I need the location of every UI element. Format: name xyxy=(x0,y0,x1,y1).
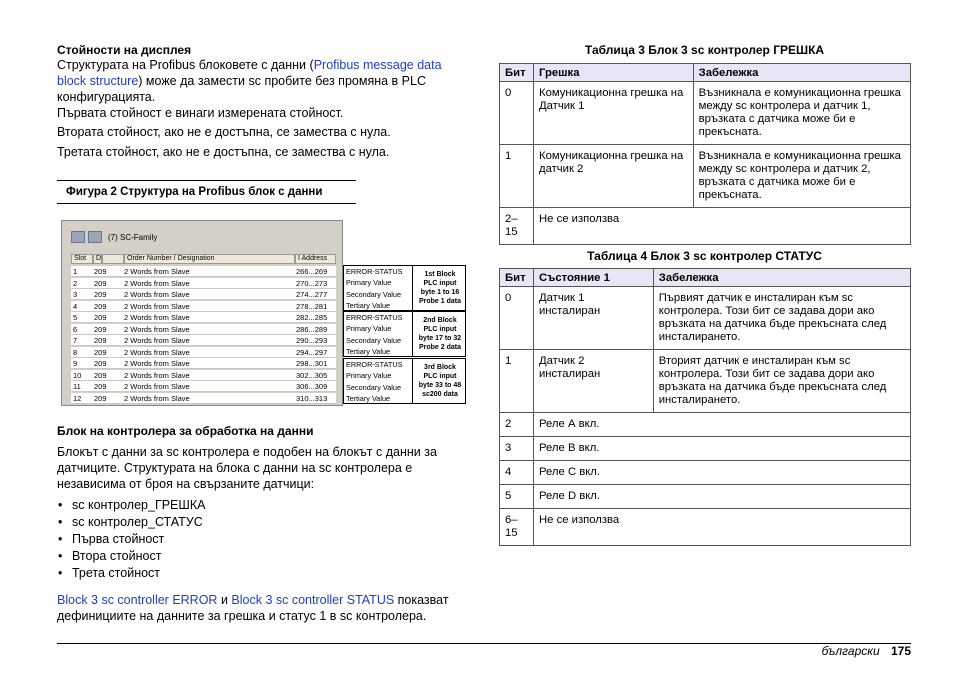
cell-error: Комуникационна грешка на Датчик 1 xyxy=(533,82,693,145)
cell-d: 209 xyxy=(94,267,107,276)
cell-error: Не се използва xyxy=(533,208,910,245)
group-block-text: byte 1 to 16 xyxy=(420,289,460,296)
cell-addr: 274...277 xyxy=(296,290,328,299)
cell-bit: 4 xyxy=(500,461,534,485)
footer-language: български xyxy=(821,644,880,658)
group-label: ERROR-STATUS xyxy=(346,360,403,369)
group-block-text: 3rd Block xyxy=(424,364,456,371)
final-text-post: показват дефинициите на данните за грешка и статус 1 в sc контролера. xyxy=(57,593,449,623)
group-block-text: PLC input xyxy=(423,373,457,380)
col-d: D xyxy=(93,254,102,264)
screenshot-row xyxy=(71,324,336,335)
cell-bit: 2–15 xyxy=(500,208,534,245)
group-divider xyxy=(412,359,413,403)
cell-slot: 7 xyxy=(73,336,78,345)
group-block-text: Probe 1 data xyxy=(418,298,461,305)
col-slot: Slot xyxy=(71,254,93,264)
cell-state: Датчик 1 инсталиран xyxy=(533,287,653,350)
page-number: 175 xyxy=(890,644,911,658)
probe-block-group xyxy=(343,265,466,311)
cell-state: Не се използва xyxy=(533,509,910,546)
cell-addr: 282...285 xyxy=(296,313,328,322)
cell-order: 2 Words from Slave xyxy=(124,278,190,288)
col-order: Order Number / Designation xyxy=(124,254,295,264)
table4-header-state: Състояние 1 xyxy=(533,269,653,287)
group-label: Primary Value xyxy=(346,324,392,334)
profibus-config-screenshot xyxy=(61,220,343,406)
screenshot-row xyxy=(71,289,336,300)
cell-error: Комуникационна грешка на датчик 2 xyxy=(533,145,693,208)
group-label: Primary Value xyxy=(346,371,392,381)
screenshot-row xyxy=(71,266,336,277)
cell-slot: 12 xyxy=(73,393,82,403)
cell-bit: 3 xyxy=(500,437,534,461)
table4 xyxy=(499,268,911,546)
cell-slot: 4 xyxy=(73,301,78,311)
cell-order: 2 Words from Slave xyxy=(124,393,190,403)
col-icon xyxy=(102,254,124,264)
cell-slot: 1 xyxy=(73,267,78,276)
cell-bit: 0 xyxy=(500,287,534,350)
group-label: Primary Value xyxy=(346,278,392,288)
cell-d: 209 xyxy=(94,347,107,357)
screenshot-title: (7) SC-Family xyxy=(108,233,158,242)
block3-status-link[interactable]: Block 3 sc controller STATUS xyxy=(231,593,395,607)
cell-slot: 11 xyxy=(73,382,81,391)
cell-order: 2 Words from Slave xyxy=(124,382,190,391)
paragraph-second-value: Втората стойност, ако не е достъпна, се замества с нула. xyxy=(57,125,391,139)
table4-header-bit: Бит xyxy=(500,269,534,287)
col-iaddr: I Address xyxy=(295,254,336,264)
cell-note: Вторият датчик е инсталиран към sc контролера. Този бит се задава дори ако връзката на датчика бъде прекъсната след инсталирането. xyxy=(653,350,910,413)
table-row xyxy=(500,461,911,485)
screenshot-toolbar xyxy=(62,221,342,253)
cell-slot: 2 xyxy=(73,278,78,288)
cell-order: 2 Words from Slave xyxy=(124,290,190,299)
table4-caption: Таблица 4 Блок 3 sc контролер СТАТУС xyxy=(587,249,822,263)
controller-final-text xyxy=(57,592,467,624)
cell-slot: 3 xyxy=(73,290,78,299)
cell-addr: 270...273 xyxy=(296,278,328,288)
paragraph-first-value: Първата стойност е винаги измерената стойност. xyxy=(57,106,344,120)
cell-slot: 6 xyxy=(73,324,78,334)
list-item: • sc контролер_СТАТУС xyxy=(57,514,205,531)
table3-header-note: Забележка xyxy=(693,64,910,82)
cell-addr: 310...313 xyxy=(296,393,328,403)
table-row xyxy=(500,287,911,350)
cell-order: 2 Words from Slave xyxy=(124,324,190,334)
figure-bottom-rule xyxy=(57,203,356,204)
controller-text: Блокът с данни за sc контролера е подобен на блокът с данни за датчиците. Структурата на блока с данни на sc контролера е независима от броя на свързаните датчици: xyxy=(57,445,437,491)
table-row xyxy=(500,509,911,546)
cell-bit: 2 xyxy=(500,413,534,437)
cell-bit: 1 xyxy=(500,350,534,413)
cell-bit: 5 xyxy=(500,485,534,509)
screenshot-row xyxy=(71,393,336,404)
figure-top-rule xyxy=(57,180,356,181)
probe-block-group xyxy=(343,358,466,404)
controller-heading: Блок на контролера за обработка на данни xyxy=(57,424,314,438)
table-row xyxy=(500,437,911,461)
screenshot-row xyxy=(71,381,336,392)
cell-order: 2 Words from Slave xyxy=(124,313,190,322)
paragraph-third-value: Третата стойност, ако не е достъпна, се замества с нула. xyxy=(57,145,390,159)
screenshot-row xyxy=(71,301,336,312)
cell-order: 2 Words from Slave xyxy=(124,347,190,357)
screenshot-row xyxy=(71,335,336,346)
screenshot-row xyxy=(71,358,336,369)
cell-state: Реле В вкл. xyxy=(533,437,910,461)
display-values-intro xyxy=(57,57,457,105)
cell-state: Реле А вкл. xyxy=(533,413,910,437)
group-block-text: sc200 data xyxy=(422,391,458,398)
table-row xyxy=(500,82,911,145)
cell-order: 2 Words from Slave xyxy=(124,267,190,276)
cell-bit: 1 xyxy=(500,145,534,208)
group-block-text: Probe 2 data xyxy=(418,344,461,351)
screenshot-row xyxy=(71,278,336,289)
list-item: • Втора стойност xyxy=(57,548,205,565)
cell-addr: 298...301 xyxy=(296,359,328,368)
block3-error-link[interactable]: Block 3 sc controller ERROR xyxy=(57,593,218,607)
group-block-text: 2nd Block xyxy=(423,317,457,324)
cell-d: 209 xyxy=(94,393,107,403)
cell-note: Първият датчик е инсталиран към sc контролера. Този бит се задава дори ако връзката на датчика бъде прекъсната след инсталирането. xyxy=(653,287,910,350)
cell-order: 2 Words from Slave xyxy=(124,370,190,380)
cell-slot: 8 xyxy=(73,347,78,357)
profibus-structure-link[interactable]: Profibus message data block structure xyxy=(57,58,442,88)
intro-text-pre: Структурата на Profibus блоковете с данни ( xyxy=(57,58,314,72)
screenshot-row xyxy=(71,312,336,323)
cell-bit: 6–15 xyxy=(500,509,534,546)
cell-slot: 5 xyxy=(73,313,78,322)
footer xyxy=(822,644,911,658)
group-block-text: PLC input xyxy=(423,326,457,333)
cell-order: 2 Words from Slave xyxy=(124,359,190,368)
group-divider xyxy=(412,312,413,356)
table3-header-bit: Бит xyxy=(500,64,534,82)
group-label: Tertiary Value xyxy=(346,346,391,356)
group-label: Secondary Value xyxy=(346,289,402,299)
cell-d: 209 xyxy=(94,359,107,368)
cell-slot: 10 xyxy=(73,370,82,380)
cell-d: 209 xyxy=(94,313,107,322)
group-label: Tertiary Value xyxy=(346,393,391,403)
group-block-text: byte 17 to 32 xyxy=(418,335,462,342)
cell-addr: 278...281 xyxy=(296,301,328,311)
cell-addr: 306...309 xyxy=(296,382,328,391)
list-item: • Трета стойност xyxy=(57,565,205,582)
figure-caption: Фигура 2 Структура на Profibus блок с данни xyxy=(66,186,323,198)
table3 xyxy=(499,63,911,245)
table-row xyxy=(500,413,911,437)
group-label: Secondary Value xyxy=(346,335,402,345)
table3-caption: Таблица 3 Блок 3 sc контролер ГРЕШКА xyxy=(584,43,825,57)
cell-d: 209 xyxy=(94,290,107,299)
table-row xyxy=(500,208,911,245)
list-item: • sc контролер_ГРЕШКА xyxy=(57,497,205,514)
group-block-text: byte 33 to 48 xyxy=(418,382,462,389)
footer-rule xyxy=(57,643,911,644)
group-block-text: 1st Block xyxy=(424,271,456,278)
group-label: ERROR-STATUS xyxy=(346,267,403,276)
group-block-text: PLC input xyxy=(423,280,457,287)
list-item: • Първа стойност xyxy=(57,531,205,548)
table-row xyxy=(500,485,911,509)
table-row xyxy=(500,145,911,208)
back-arrow-icon xyxy=(71,231,85,243)
cell-addr: 302...305 xyxy=(296,370,328,380)
screenshot-row xyxy=(71,347,336,358)
cell-slot: 9 xyxy=(73,359,78,368)
probe-block-group xyxy=(343,311,466,357)
screenshot-row xyxy=(71,370,336,381)
forward-arrow-icon xyxy=(88,231,102,243)
cell-state: Датчик 2 инсталиран xyxy=(533,350,653,413)
cell-addr: 290...293 xyxy=(296,336,328,345)
cell-addr: 266...269 xyxy=(296,267,328,276)
cell-d: 209 xyxy=(94,301,107,311)
cell-order: 2 Words from Slave xyxy=(124,336,190,345)
cell-d: 209 xyxy=(94,336,107,345)
table-row xyxy=(500,350,911,413)
display-values-heading: Стойности на дисплея xyxy=(57,43,192,57)
cell-addr: 286...289 xyxy=(296,324,328,334)
cell-note: Възникнала е комуникационна грешка между sc контролера и датчик 2, връзката с датчика може би е прекъсната. xyxy=(693,145,910,208)
cell-d: 209 xyxy=(94,278,107,288)
cell-d: 209 xyxy=(94,370,107,380)
table3-header-error: Грешка xyxy=(533,64,693,82)
group-label: ERROR-STATUS xyxy=(346,313,403,322)
cell-order: 2 Words from Slave xyxy=(124,301,190,311)
group-label: Secondary Value xyxy=(346,382,402,392)
table4-header-note: Забележка xyxy=(653,269,910,287)
intro-text-post: ) може да замести sc пробите без промяна в PLC конфигурацията. xyxy=(57,74,426,104)
group-divider xyxy=(412,266,413,310)
group-label: Tertiary Value xyxy=(346,300,391,310)
cell-bit: 0 xyxy=(500,82,534,145)
cell-addr: 294...297 xyxy=(296,347,328,357)
cell-state: Реле D вкл. xyxy=(533,485,910,509)
cell-d: 209 xyxy=(94,324,107,334)
controller-bullet-list xyxy=(57,497,205,582)
final-and: и xyxy=(217,593,232,607)
cell-note: Възникнала е комуникационна грешка между sc контролера и датчик 1, връзката с датчика може би е прекъсната. xyxy=(693,82,910,145)
cell-state: Реле С вкл. xyxy=(533,461,910,485)
cell-d: 209 xyxy=(94,382,107,391)
